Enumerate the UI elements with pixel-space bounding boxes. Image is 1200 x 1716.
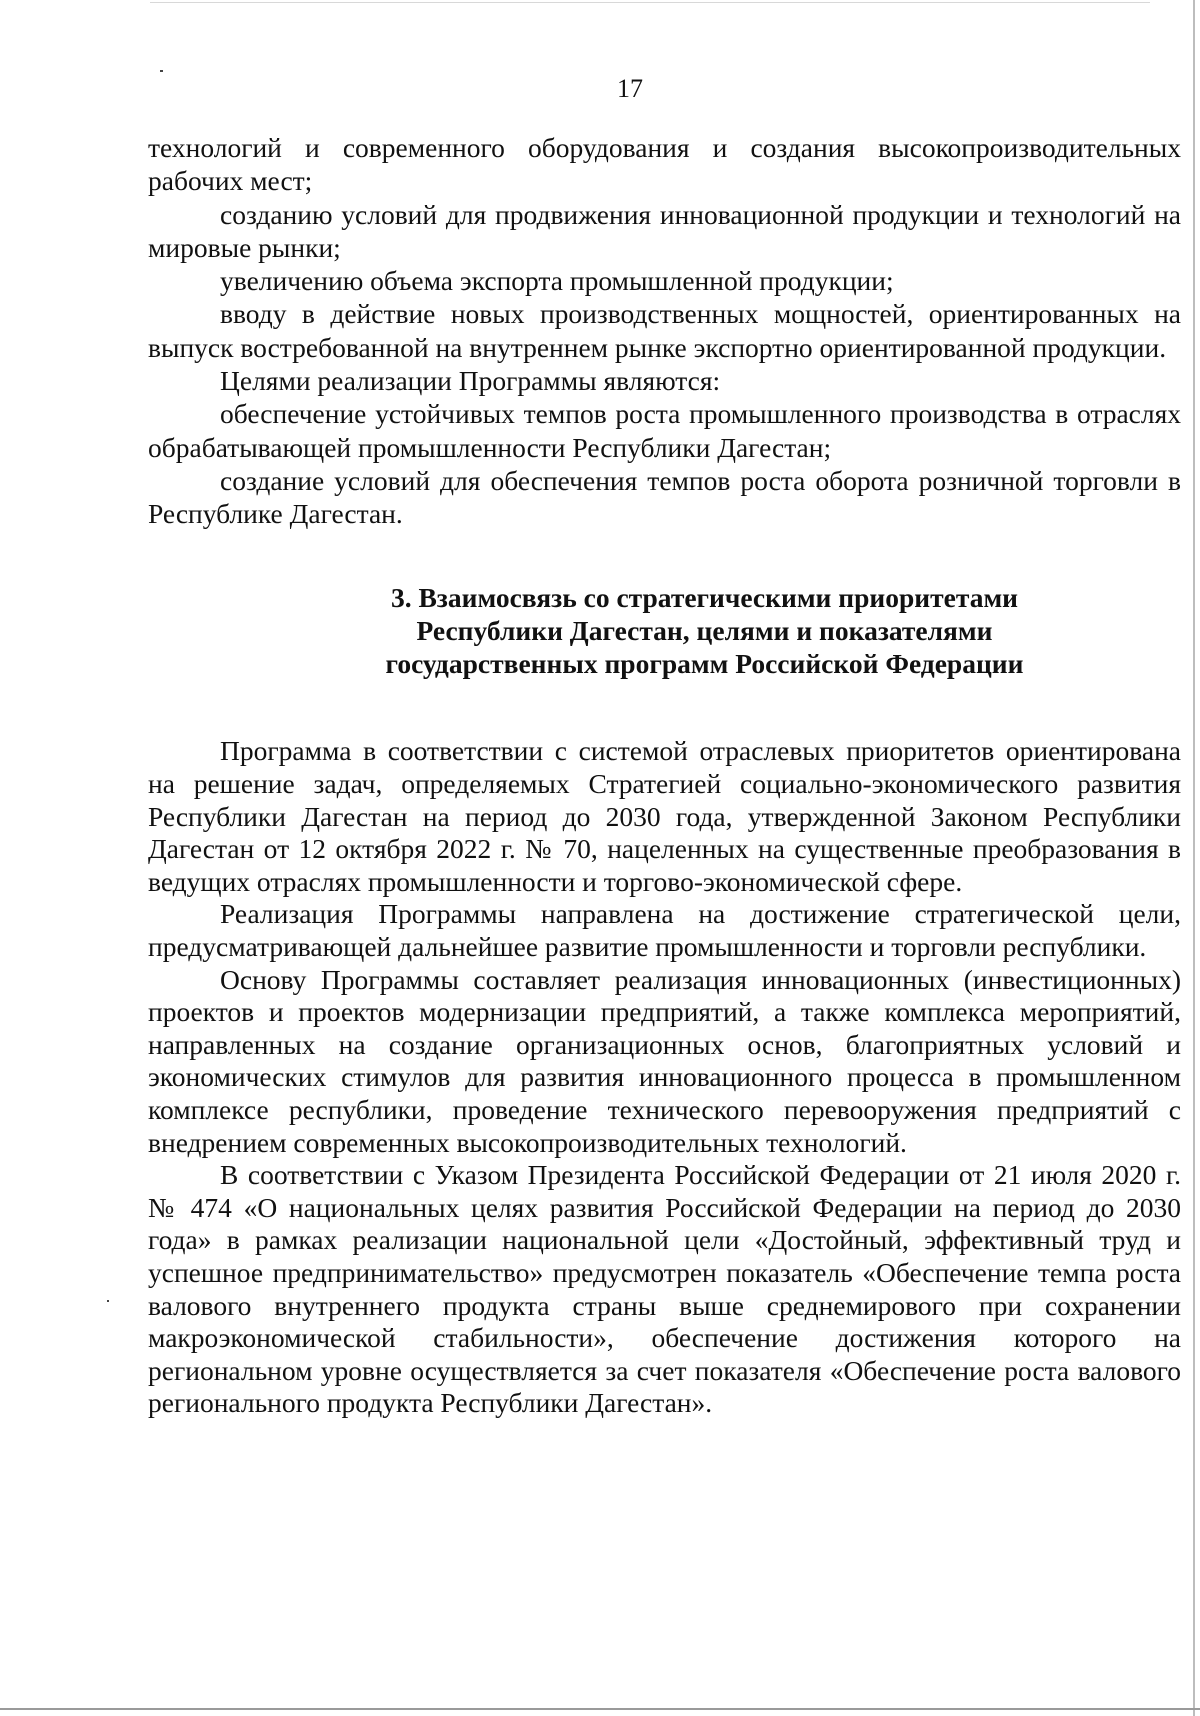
scan-bottom-edge [0, 1708, 1200, 1710]
paragraph: Программа в соответствии с системой отраслевых приоритетов ориентирована на решение задач, определяемых Стратегией социально-экономического развития Республики Дагестан на период до 2030 года, утвержденной Законом Республики Дагестан от 12 октября 2022 г. № 70, нацеленных на существенные преобразования в ведущих отраслях промышленности и торгово-экономической сфере. [148, 735, 1181, 897]
intro-block [148, 131, 1181, 531]
scan-speck [160, 70, 163, 72]
paragraph: В соответствии с Указом Президента Российской Федерации от 21 июля 2020 г. № 474 «О национальных целях развития Российской Федерации на период до 2030 года» в рамках реализации национальной цели «Достойный, эффективный труд и успешное предпринимательство» предусмотрен показатель «Обеспечение темпа роста валового внутреннего продукта страны выше среднемирового при сохранении макроэкономической стабильности», обеспечение достижения которого на региональном уровне осуществляется за счет показателя «Обеспечение роста валового регионального продукта Республики Дагестан». [148, 1159, 1181, 1419]
paragraph: Основу Программы составляет реализация инновационных (инвестиционных) проектов и проектов модернизации предприятий, а также комплекса мероприятий, направленных на создание организационных основ, благоприятных условий и экономических стимулов для развития инновационного процесса в промышленном комплексе республики, проведение технического перевооружения предприятий с внедрением современных высокопроизводительных технологий. [148, 963, 1181, 1158]
scan-speck [107, 1300, 109, 1302]
paragraph: увеличению объема экспорта промышленной продукции; [220, 265, 894, 297]
page-number: 17 [617, 74, 643, 103]
paragraph: созданию условий для продвижения инновационной продукции и технологий на мировые рынки; [148, 198, 1181, 263]
section-heading [148, 581, 1181, 681]
paragraph: обеспечение устойчивых темпов роста промышленного производства в отраслях обрабатывающей промышленности Республики Дагестан; [148, 398, 1181, 463]
paragraph: создание условий для обеспечения темпов роста оборота розничной торговли в Республике Дагестан. [148, 464, 1181, 530]
paragraph: технологий и современного оборудования и создания высокопроизводительных рабочих мест; [148, 132, 1181, 197]
paragraph: вводу в действие новых производственных мощностей, ориентированных на выпуск востребованной на внутреннем рынке экспортно ориентированной продукции. [148, 298, 1181, 363]
heading-line: Республики Дагестан, целями и показателями [416, 614, 993, 646]
paragraph: Целями реализации Программы являются: [220, 365, 721, 397]
section-body [148, 735, 1181, 1419]
heading-line: 3. Взаимосвязь со стратегическими приоритетами [390, 581, 1019, 613]
paragraph: Реализация Программы направлена на достижение стратегической цели, предусматривающей дальнейшее развитие промышленности и торговли республики. [148, 898, 1181, 963]
scan-right-edge [1193, 0, 1195, 1716]
document-body [148, 131, 1181, 1420]
heading-line: государственных программ Российской Федерации [385, 648, 1024, 680]
scan-top-edge [150, 2, 1150, 3]
